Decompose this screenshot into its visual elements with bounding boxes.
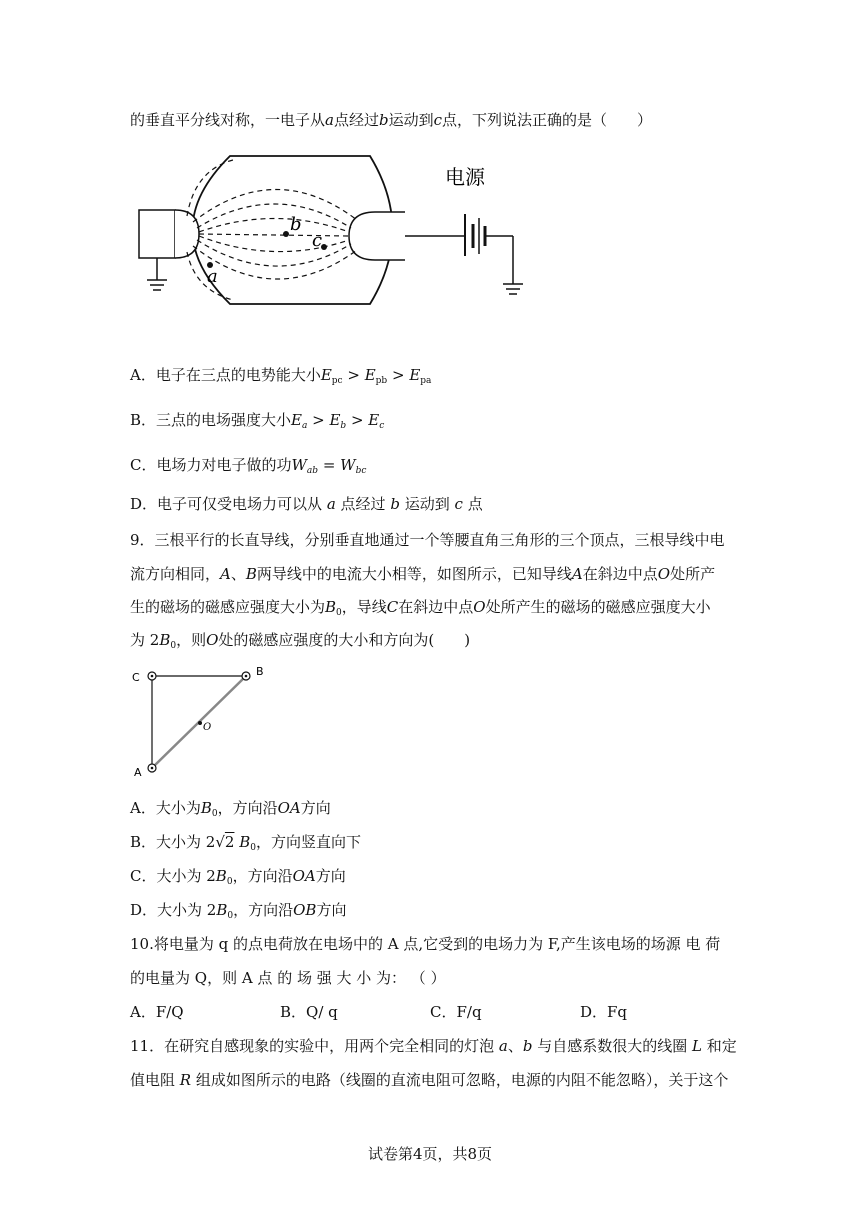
q9-line-2: 流方向相同，A、B两导线中的电流大小相等，如图所示，已知导线A在斜边中点O处所产 (130, 565, 716, 583)
q9-option-c: C．大小为 $2B_0$，方向沿OA方向 (130, 867, 346, 887)
q8-option-a: A．电子在三点的电势能大小$E_{pc} > E_{pb} > E_{pa}$ (130, 366, 432, 386)
midpoint-o (198, 721, 202, 725)
q10-option-b: B．Q/ q (280, 1003, 338, 1021)
label-a: a (207, 266, 218, 287)
q10-line-1: 10.将电量为 q 的点电荷放在电场中的 A 点,它受到的电场力为 F,产生该电场的场源 电 荷 (130, 935, 721, 953)
q10-line-2: 的电量为 Q，则 A 点 的 场 强 大 小 为： （ ） (130, 969, 446, 987)
q10-options (130, 1002, 627, 1022)
label-C: C (132, 671, 140, 684)
q9-option-b: B．大小为 2√2 $B_0$，方向竖直向下 (130, 833, 362, 853)
label-b: b (290, 214, 302, 235)
left-ground-icon (147, 258, 167, 290)
q9-option-d: D．大小为 $2B_0$，方向沿OB方向 (130, 901, 347, 921)
q8-field-figure (135, 150, 535, 310)
q11-line-1: 11．在研究自感现象的实验中，用两个完全相同的灯泡 a、b 与自感系数很大的线圈 L 和定 (130, 1037, 737, 1055)
q8-option-c: C．电场力对电子做的功$W_{ab} = W_{bc}$ (130, 456, 367, 476)
q8-option-b: B．三点的电场强度大小$E_a > E_b > E_c$ (130, 411, 385, 431)
q10-option-c: C．F/q (430, 1003, 482, 1021)
page-footer: 试卷第4页，共8页 (367, 1145, 493, 1163)
q9-line-4: 为 $2B_0$，则O处的磁感应强度的大小和方向为( ) (130, 631, 471, 651)
q9-option-a: A．大小为$B_0$，方向沿OA方向 (130, 799, 331, 819)
q9-line-1: 9．三根平行的长直导线，分别垂直地通过一个等腰直角三角形的三个顶点，三根导线中电 (130, 531, 725, 549)
q8-option-d: D．电子可仅受电场力可以从 a 点经过 b 运动到 c 点 (130, 495, 483, 513)
q8-intro: 的垂直平分线对称，一电子从a点经过b运动到c点，下列说法正确的是（ ） (130, 111, 653, 129)
q9-triangle-figure (128, 662, 278, 782)
power-circuit (405, 214, 523, 294)
q9-line-3: 生的磁场的磁感应强度大小为$B_0$，导线C在斜边中点O处所产生的磁场的磁感应强度大小 (130, 598, 711, 618)
right-electrode (349, 212, 405, 260)
label-B: B (256, 665, 264, 678)
point-b (283, 231, 289, 237)
q11-line-2: 值电阻 R 组成如图所示的电路（线圈的直流电阻可忽略，电源的内阻不能忽略），关于这个 (130, 1071, 729, 1089)
q10-option-a: A．F/Q (130, 1003, 184, 1021)
left-electrode-box (139, 210, 175, 258)
q10-option-d: D．Fq (580, 1003, 628, 1021)
label-A: A (134, 766, 142, 779)
label-O: O (203, 722, 212, 733)
label-c: c (312, 230, 323, 251)
power-label: 电源 (445, 165, 485, 189)
